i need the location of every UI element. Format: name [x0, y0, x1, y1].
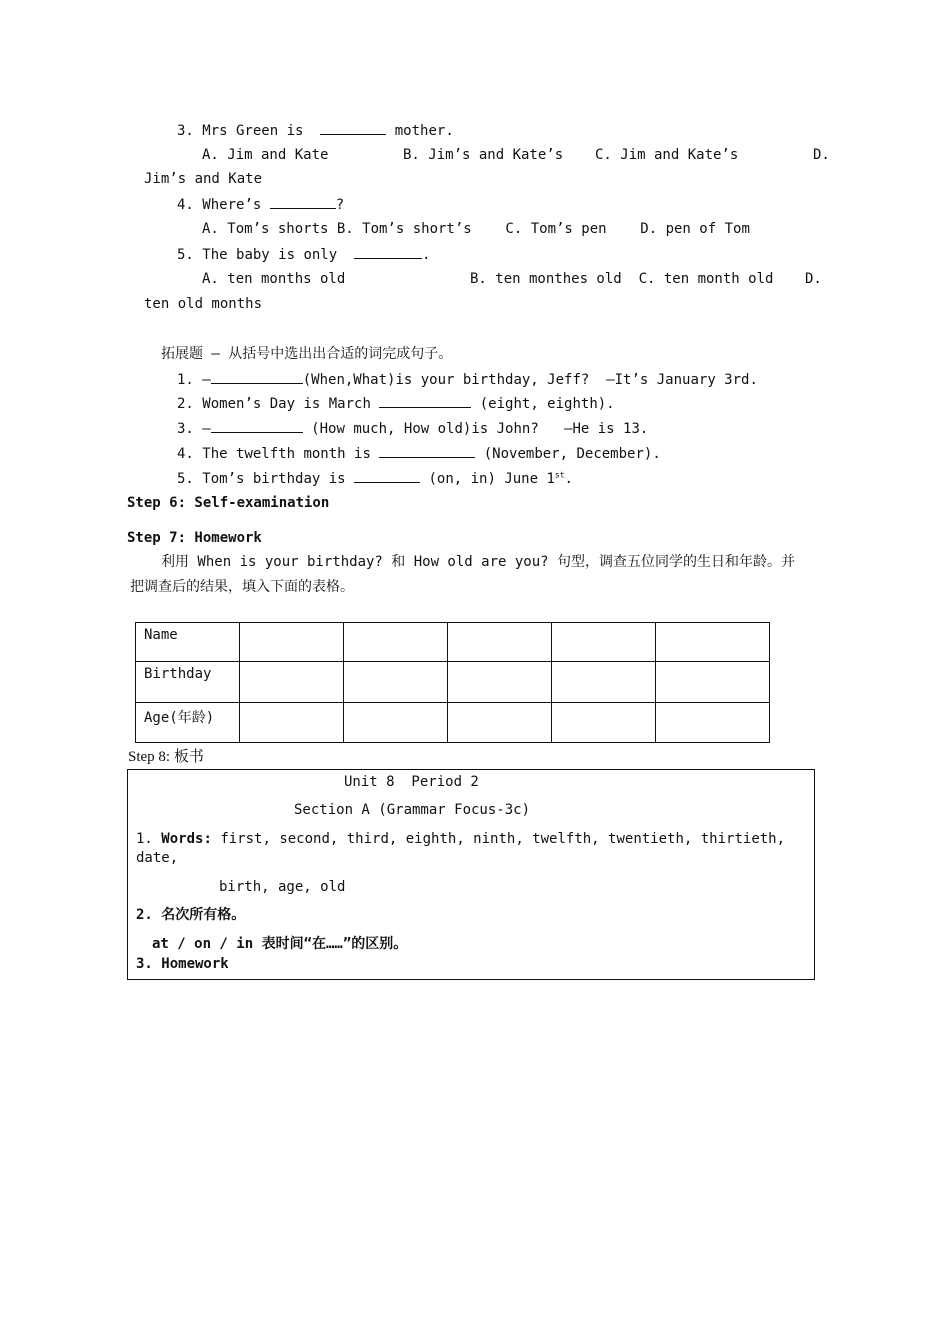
answer-blank[interactable] [354, 469, 420, 483]
table-cell[interactable] [344, 703, 448, 743]
homework-instructions: 利用 When is your birthday? 和 How old are you? 句型，调查五位同学的生日和年龄。并 [161, 554, 796, 570]
table-cell[interactable] [552, 623, 656, 662]
table-cell[interactable] [448, 703, 552, 743]
question-3-option-c: C. Jim and Kate’s [595, 147, 739, 163]
extension-item-5: 5. Tom’s birthday is (on, in) June 1st. [177, 470, 573, 487]
question-5-option-bc: B. ten monthes old C. ten month old [470, 271, 774, 287]
table-cell[interactable] [448, 623, 552, 662]
board-words-cont-2: birth, age, old [219, 879, 346, 895]
answer-blank[interactable] [270, 195, 336, 209]
answer-blank[interactable] [211, 419, 303, 433]
answer-blank[interactable] [379, 444, 475, 458]
step-7-heading: Step 7: Homework [127, 530, 262, 546]
table-cell[interactable] [448, 662, 552, 703]
answer-blank[interactable] [211, 370, 303, 384]
question-5-option-a: A. ten months old [202, 271, 346, 287]
extension-item-4: 4. The twelfth month is (November, December). [177, 446, 661, 462]
question-3: 3. Mrs Green is mother. [177, 123, 454, 139]
homework-instructions-cont: 把调查后的结果，填入下面的表格。 [130, 579, 354, 595]
table-cell[interactable] [656, 703, 770, 743]
survey-table [135, 622, 770, 743]
question-4: 4. Where’s ? [177, 197, 345, 213]
board-point-2: 2. 名次所有格。 [136, 907, 246, 923]
table-row [136, 662, 770, 703]
question-5: 5. The baby is only . [177, 247, 431, 263]
board-words-cont: date, [136, 850, 179, 866]
row-header-name: Name [136, 623, 240, 662]
question-4-options: A. Tom’s shorts B. Tom’s short’s C. Tom’s pen D. pen of Tom [202, 221, 750, 237]
table-row [136, 623, 770, 662]
extension-item-3: 3. — (How much, How old)is John? —He is 13. [177, 421, 649, 437]
question-3-option-a: A. Jim and Kate [202, 147, 329, 163]
table-cell[interactable] [552, 703, 656, 743]
question-5-option-d: D. [805, 271, 822, 287]
question-3-option-d-text: Jim’s and Kate [144, 171, 263, 187]
table-cell[interactable] [344, 623, 448, 662]
row-header-age: Age(年龄) [136, 703, 240, 743]
table-cell[interactable] [552, 662, 656, 703]
table-cell[interactable] [240, 703, 344, 743]
question-3-option-d: D. [813, 147, 830, 163]
step-6-heading: Step 6: Self-examination [127, 495, 330, 511]
table-row [136, 703, 770, 743]
board-title: Unit 8 Period 2 [344, 774, 479, 790]
extension-title: 拓展题 — 从括号中选出出合适的词完成句子。 [161, 346, 453, 362]
answer-blank[interactable] [354, 245, 422, 259]
table-cell[interactable] [656, 623, 770, 662]
step-8-heading: Step 8: 板书 [128, 749, 204, 765]
table-cell[interactable] [656, 662, 770, 703]
question-3-option-b: B. Jim’s and Kate’s [403, 147, 564, 163]
question-5-option-d-text: ten old months [144, 296, 263, 312]
board-subtitle: Section A (Grammar Focus-3c) [294, 802, 531, 818]
row-header-birthday: Birthday [136, 662, 240, 703]
extension-item-2: 2. Women’s Day is March (eight, eighth). [177, 396, 615, 412]
answer-blank[interactable] [379, 394, 471, 408]
extension-item-1: 1. — (When,What)is your birthday, Jeff? —It’s January 3rd. [177, 372, 758, 388]
table-cell[interactable] [240, 623, 344, 662]
board-point-3: 3. Homework [136, 956, 229, 972]
board-words: 1. Words: first, second, third, eighth, ninth, twelfth, twentieth, thirtieth, [136, 831, 786, 847]
table-cell[interactable] [240, 662, 344, 703]
answer-blank[interactable] [320, 121, 386, 135]
board-point-2b: at / on / in 表时间“在……”的区别。 [152, 936, 408, 952]
table-cell[interactable] [344, 662, 448, 703]
